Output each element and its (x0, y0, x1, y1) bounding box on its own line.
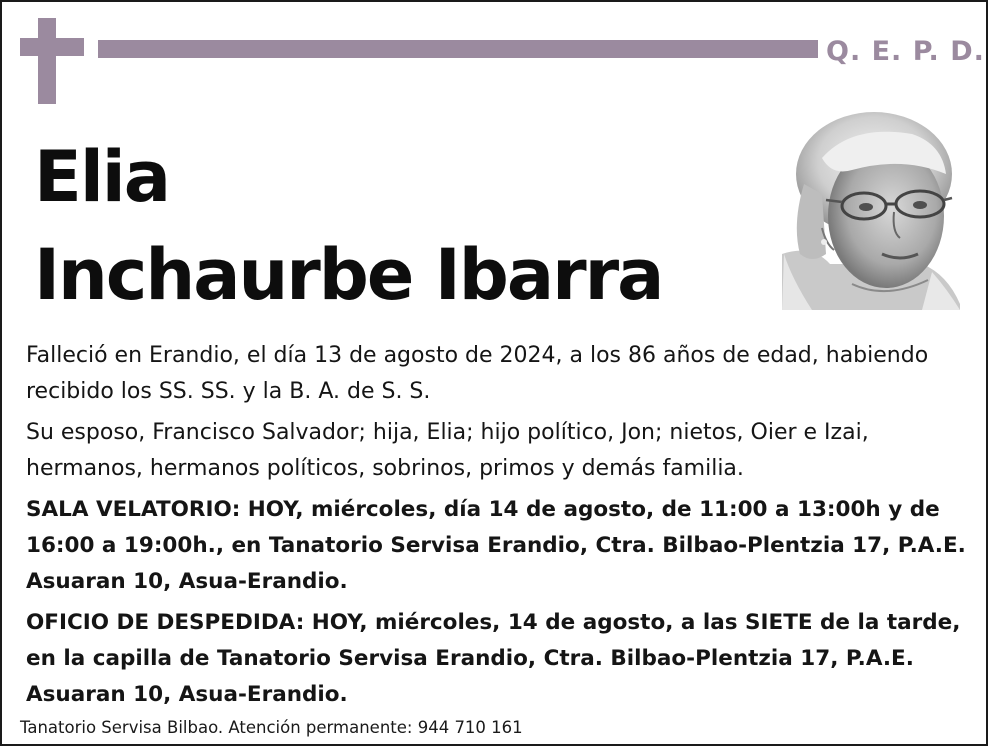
deceased-last-name: Inchaurbe Ibarra (34, 234, 663, 316)
obituary-text (26, 338, 966, 718)
wake-room-info: SALA VELATORIO: HOY, miércoles, día 14 de agosto, de 11:00 a 13:00h y de 16:00 a 19:00h., en Tanatorio Servisa Erandio, Ctra. Bilbao-Plentzia 17, P.A.E. Asuaran 10, Asua-Erandio. (26, 497, 966, 594)
deceased-portrait-photo (782, 104, 960, 310)
qepd-label: Q. E. P. D. (826, 36, 985, 67)
family-list: Su esposo, Francisco Salvador; hija, Elia; hijo político, Jon; nietos, Oier e Izai, hermanos, hermanos políticos, sobrinos, primos y demás familia. (26, 420, 869, 481)
death-announcement: Falleció en Erandio, el día 13 de agosto de 2024, a los 86 años de edad, habiendo recibido los SS. SS. y la B. A. de S. S. (26, 343, 929, 404)
deceased-first-name: Elia (34, 136, 170, 218)
header-divider-bar (98, 40, 818, 58)
cross-vertical-bar (38, 18, 56, 104)
cross-horizontal-bar (20, 38, 84, 56)
portrait-illustration (782, 104, 960, 310)
farewell-service-info: OFICIO DE DESPEDIDA: HOY, miércoles, 14 de agosto, a las SIETE de la tarde, en la capilla de Tanatorio Servisa Erandio, Ctra. Bilbao-Plentzia 17, P.A.E. Asuaran 10, Asua-Erandio. (26, 610, 961, 707)
funeral-home-contact: Tanatorio Servisa Bilbao. Atención permanente: 944 710 161 (20, 718, 523, 737)
